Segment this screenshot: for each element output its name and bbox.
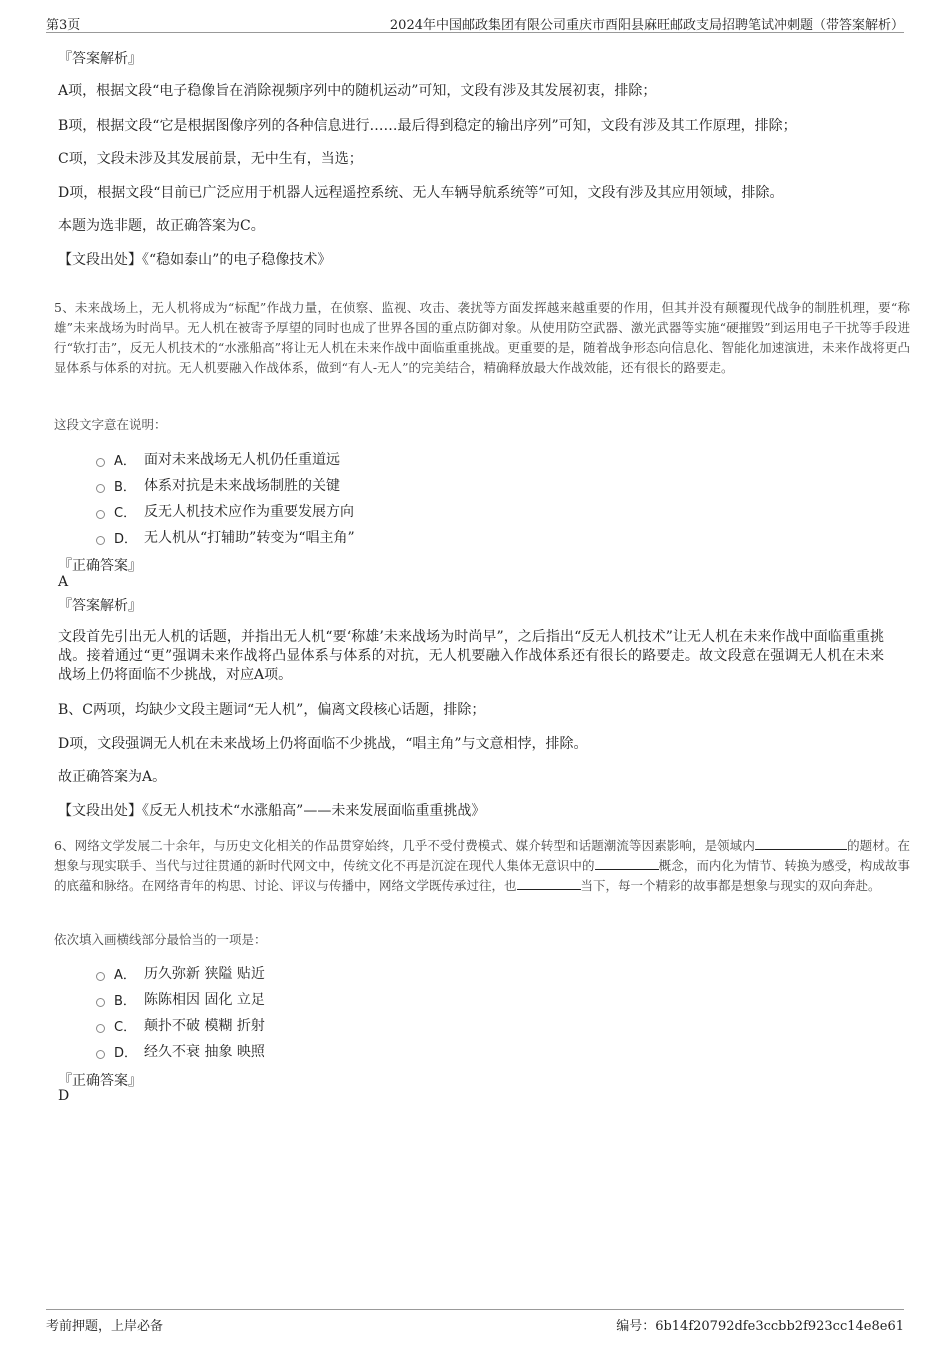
q6-text-part: 当下，每一个精彩的故事都是想象与现实的双向奔赴。 — [580, 878, 881, 893]
document-title: 2024年中国邮政集团有限公司重庆市酉阳县麻旺邮政支局招聘笔试冲刺题（带答案解析） — [389, 18, 904, 33]
q6-blank-1 — [755, 838, 847, 850]
option-key: C． — [114, 1019, 137, 1035]
q4-analysis-line: D项，根据文段“目前已广泛应用于机器人远程遥控系统、无人车辆导航系统等”可知，文段有涉及其应用领域，排除。 — [58, 185, 784, 201]
q5-option-c[interactable] — [96, 498, 355, 524]
q5-prompt: 这段文字意在说明： — [54, 417, 167, 432]
q5-analysis-line: D项，文段强调无人机在未来战场上仍将面临不少挑战，“唱主角”与文意相悖，排除。 — [58, 736, 588, 752]
q5-question-text: 5、未来战场上，无人机将成为“标配”作战力量，在侦察、监视、攻击、袭扰等方面发挥越来越重要的作用，但其并没有颠覆现代战争的制胜机理，要“称雄”未来战场为时尚早。无人机在被寄予厚望的同时也成了世界各国的重点防御对象。从使用防空武器、激光武器等实施“硬摧毁”到运用电子干扰等手段进行“软打击”，反无人机技术的“水涨船高”将让无人机在未来作战中面临重重挑战。更重要的是，随着战争形态向信息化、智能化加速演进，未来作战将更凸显体系与体系的对抗。无人机要融入作战体系，做到“有人-无人”的完美结合，精确释放最大作战效能，还有很长的路要走。 — [54, 300, 910, 375]
q6-blank-3 — [517, 878, 581, 890]
option-text: 体系对抗是未来战场制胜的关键 — [144, 478, 340, 494]
radio-icon[interactable] — [96, 510, 105, 519]
option-key: A． — [114, 967, 136, 983]
q6-options — [96, 960, 265, 1064]
radio-icon[interactable] — [96, 1024, 105, 1033]
option-key: D． — [114, 1045, 138, 1061]
q4-conclusion: 本题为选非题，故正确答案为C。 — [58, 218, 265, 234]
q5-analysis-line: B、C两项，均缺少文段主题词“无人机”，偏离文段核心话题，排除； — [58, 702, 486, 718]
q4-analysis-label: 『答案解析』 — [58, 51, 142, 67]
q6-prompt: 依次填入画横线部分最恰当的一项是： — [54, 932, 267, 947]
radio-icon[interactable] — [96, 972, 105, 981]
radio-icon[interactable] — [96, 998, 105, 1007]
option-text: 颠扑不破 模糊 折射 — [144, 1018, 265, 1034]
q5-answer: A — [58, 574, 69, 590]
footer-slogan: 考前押题，上岸必备 — [46, 1319, 164, 1334]
q5-option-d[interactable] — [96, 524, 355, 550]
q5-answer-label: 『正确答案』 — [58, 558, 142, 574]
option-text: 反无人机技术应作为重要发展方向 — [144, 504, 354, 520]
q5-option-a[interactable] — [96, 446, 355, 472]
q4-analysis-line: A项，根据文段“电子稳像旨在消除视频序列中的随机运动”可知，文段有涉及其发展初衷，排除； — [58, 83, 657, 99]
q6-answer: D — [58, 1088, 70, 1104]
q5-analysis: 文段首先引出无人机的话题，并指出无人机“要‘称雄’未来战场为时尚早”，之后指出“反无人机技术”让无人机在未来作战中面临重重挑战。接着通过“更”强调未来作战将凸显体系与体系的对抗，无人机要融入作战体系还有很长的路要走。故文段意在强调无人机在未来战场上仍将面临不少挑战，对应A项。 — [58, 629, 884, 683]
q5-source: 【文段出处】《反无人机技术“水涨船高”——未来发展面临重重挑战》 — [58, 803, 486, 819]
q5-conclusion: 故正确答案为A。 — [58, 769, 167, 785]
option-key: A． — [114, 453, 136, 469]
option-text: 陈陈相因 固化 立足 — [144, 992, 265, 1008]
radio-icon[interactable] — [96, 484, 105, 493]
q5-option-b[interactable] — [96, 472, 355, 498]
q6-option-d[interactable] — [96, 1038, 265, 1064]
radio-icon[interactable] — [96, 458, 105, 467]
q6-option-a[interactable] — [96, 960, 265, 986]
q6-option-b[interactable] — [96, 986, 265, 1012]
q6-text-part: 概念，而内化为情节、转换为感受，构成故事的底蕴和脉络。在网络青年的构思、讨论、评议与传播中，网络文学既传承过往，也 — [54, 858, 910, 893]
footer-doc-id: 编号：6b14f20792dfe3ccbb2f923cc14e8e61 — [616, 1319, 904, 1334]
page-number: 第3页 — [46, 18, 81, 33]
q6-text-part: 6、网络文学发展二十余年，与历史文化相关的作品贯穿始终，几乎不受付费模式、媒介转型和话题潮流等因素影响，是领域内 — [54, 838, 755, 853]
page-header — [46, 12, 904, 33]
q4-analysis-line: B项，根据文段“它是根据图像序列的各种信息进行……最后得到稳定的输出序列”可知，文段有涉及其工作原理，排除； — [58, 118, 797, 134]
q6-option-c[interactable] — [96, 1012, 265, 1038]
q4-source: 【文段出处】《“稳如泰山”的电子稳像技术》 — [58, 252, 332, 268]
option-text: 经久不衰 抽象 映照 — [144, 1044, 265, 1060]
q6-text-part: 的题材。在想象与现实联手、当代与过往贯通的新时代网文中，传统文化不再是沉淀在现代人集体无意识中的 — [54, 838, 910, 873]
option-text: 历久弥新 狭隘 贴近 — [144, 966, 265, 982]
q5-options — [96, 446, 355, 550]
q6-answer-label: 『正确答案』 — [58, 1073, 142, 1089]
option-text: 无人机从“打辅助”转变为“唱主角” — [144, 530, 355, 546]
option-key: B． — [114, 993, 136, 1009]
q5-analysis-label: 『答案解析』 — [58, 598, 142, 614]
radio-icon[interactable] — [96, 536, 105, 545]
option-key: C． — [114, 505, 137, 521]
option-key: D． — [114, 531, 138, 547]
radio-icon[interactable] — [96, 1050, 105, 1059]
option-key: B． — [114, 479, 136, 495]
q4-analysis-line: C项，文段未涉及其发展前景，无中生有，当选； — [58, 151, 363, 167]
q6-question-text — [54, 836, 910, 896]
option-text: 面对未来战场无人机仍任重道远 — [144, 452, 340, 468]
q6-blank-2 — [595, 858, 659, 870]
page-footer — [46, 1309, 904, 1334]
